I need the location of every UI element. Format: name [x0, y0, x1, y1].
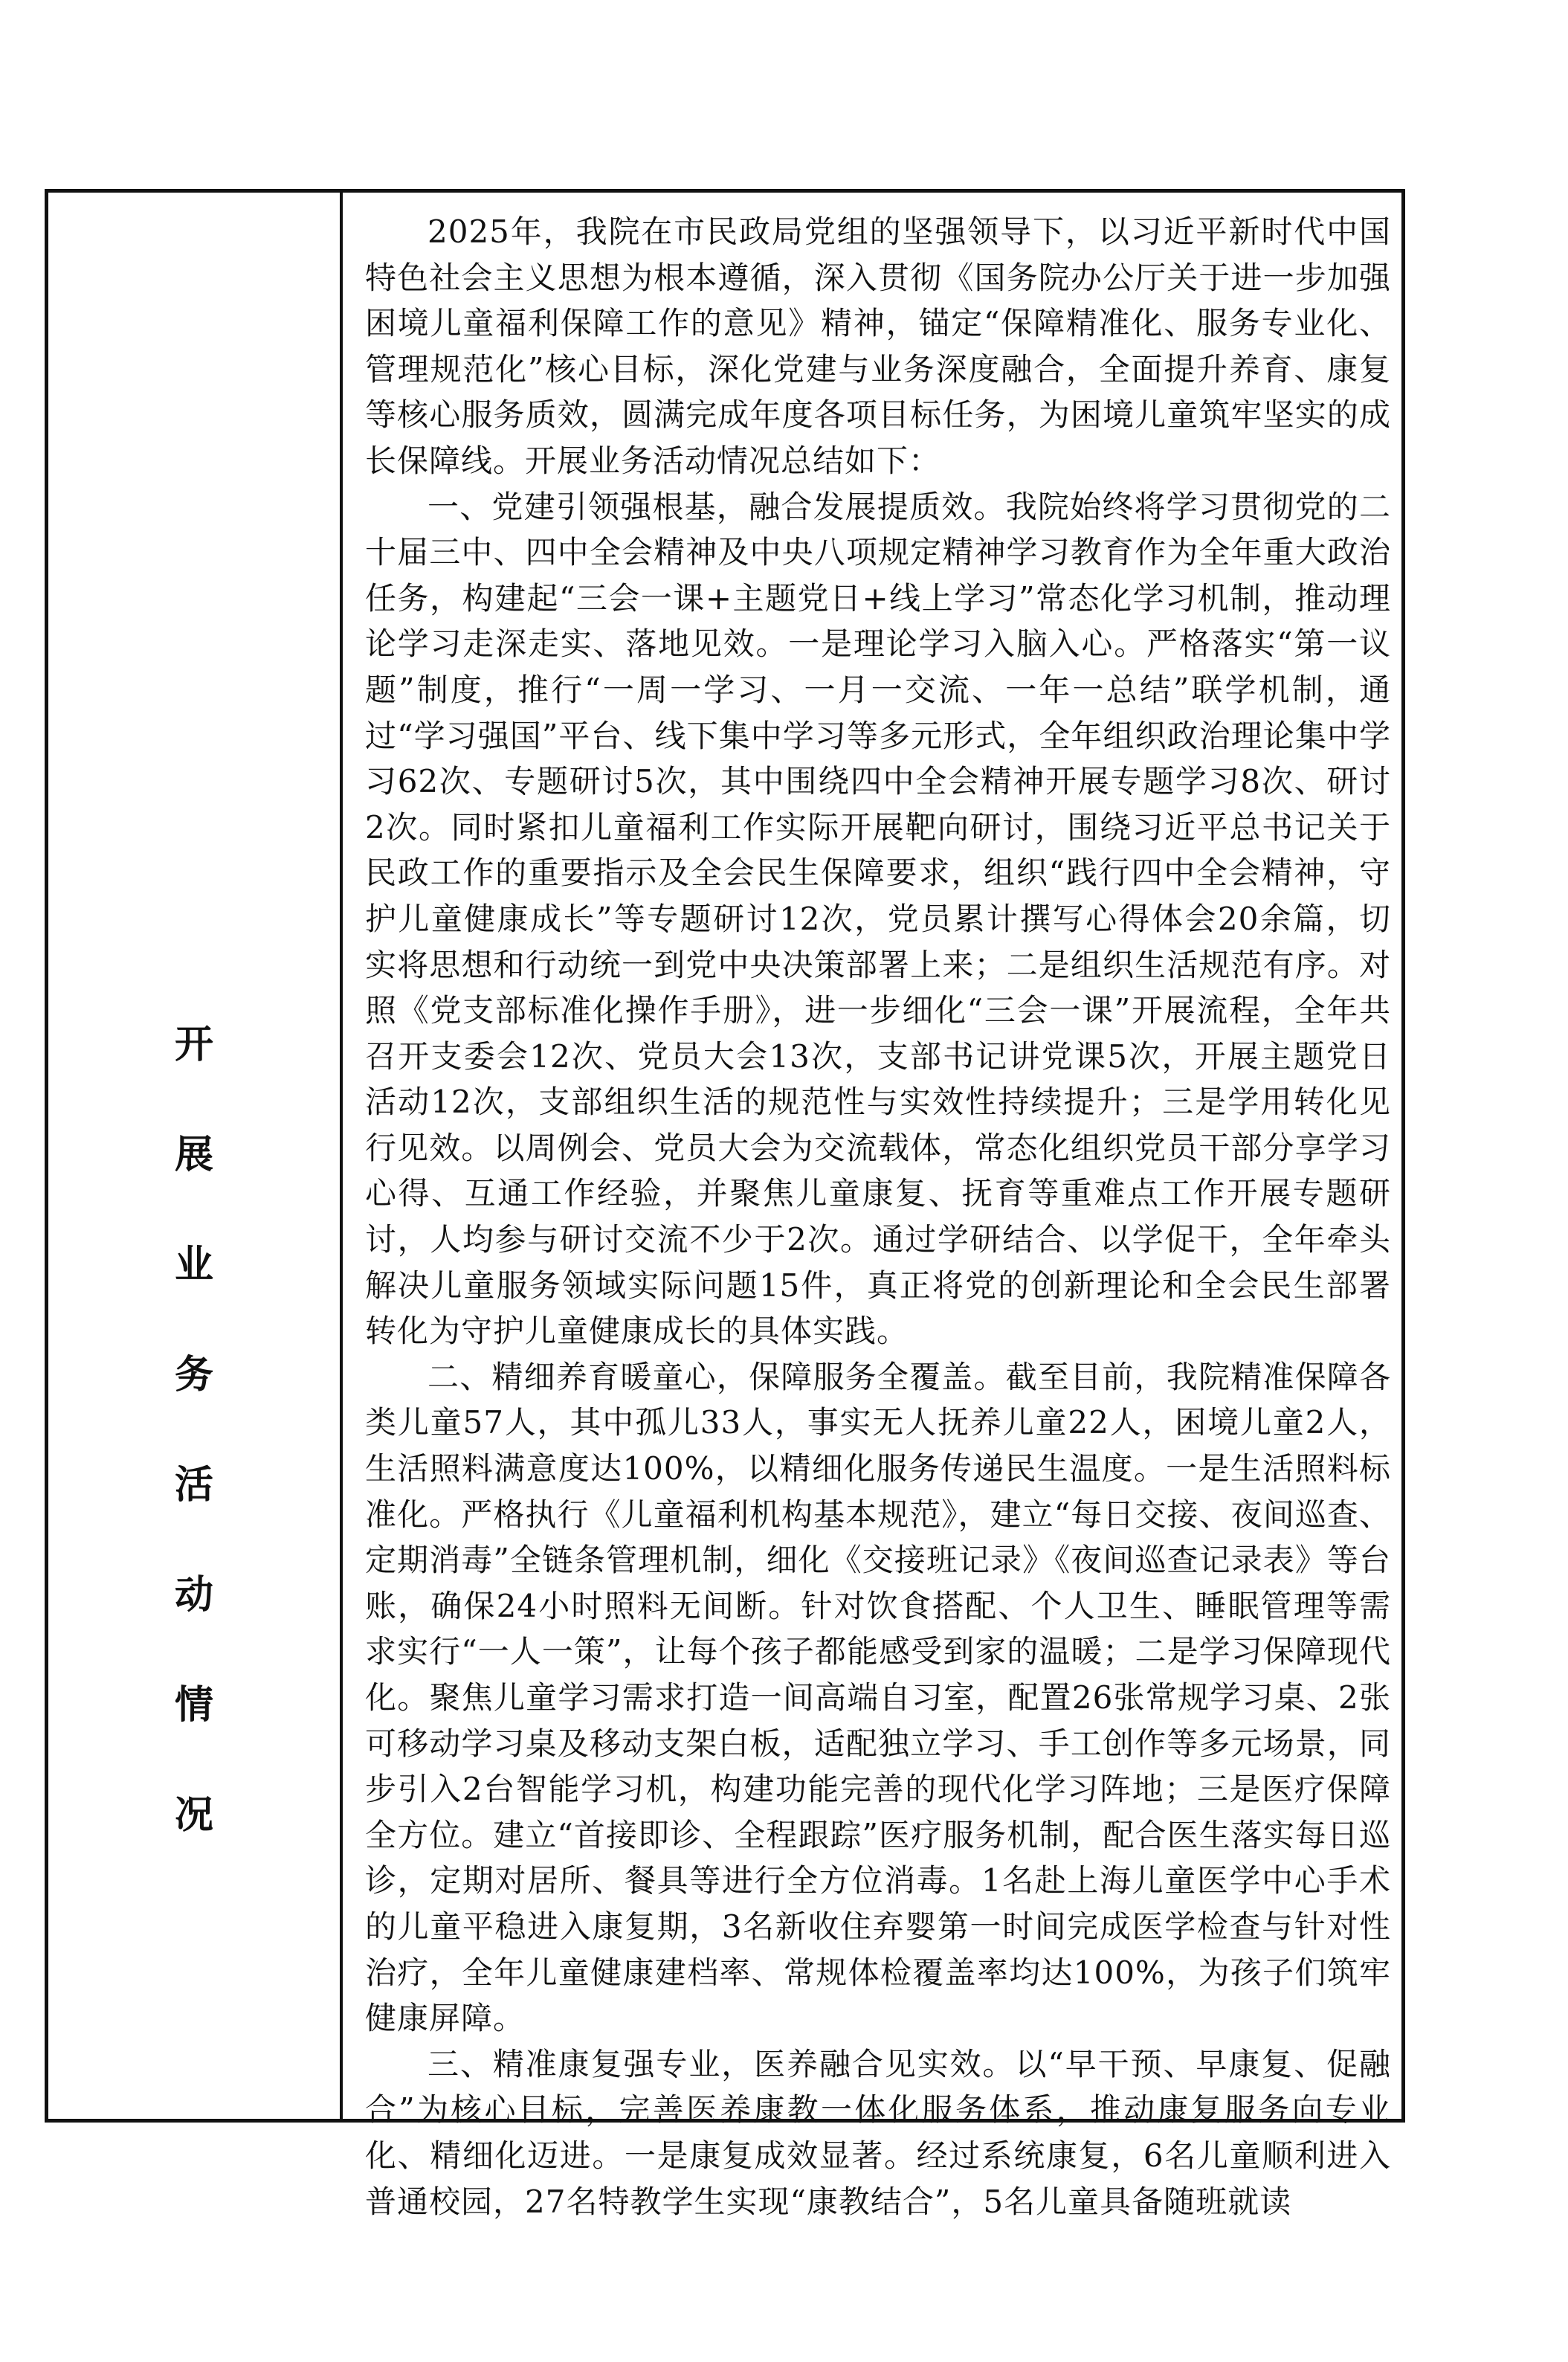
section-label-char: 业: [174, 1242, 213, 1287]
section-label-char: 况: [174, 1792, 213, 1838]
section-label-char: 动: [174, 1572, 213, 1618]
rehabilitation-paragraph: 三、精准康复强专业，医养融合见实效。以“早干预、早康复、促融合”为核心目标，完善医养康教一体化服务体系，推动康复服务向专业化、精细化迈进。一是康复成效显著。经过系统康复，6名儿童顺利进入普通校园，27名特教学生实现“康教结合”，5名儿童具备随班就读: [365, 2045, 1391, 2220]
section-label: [48, 1022, 340, 1906]
section-label-char: 务: [174, 1352, 213, 1397]
section-label-char: 开: [174, 1022, 213, 1067]
section-label-cell: [48, 193, 343, 2119]
party-building-paragraph: 一、党建引领强根基，融合发展提质效。我院始终将学习贯彻党的二十届三中、四中全会精神及中央八项规定精神学习教育作为全年重大政治任务，构建起“三会一课+主题党日+线上学习”常态化学习机制，推动理论学习走深走实、落地见效。一是理论学习入脑入心。严格落实“第一议题”制度，推行“一周一学习、一月一交流、一年一总结”联学机制，通过“学习强国”平台、线下集中学习等多元形式，全年组织政治理论集中学习62次、专题研讨5次，其中围绕四中全会精神开展专题学习8次、研讨2次。同时紧扣儿童福利工作实际开展靶向研讨，围绕习近平总书记关于民政工作的重要指示及全会民生保障要求，组织“践行四中全会精神，守护儿童健康成长”等专题研讨12次，党员累计撰写心得体会20余篇，切实将思想和行动统一到党中央决策部署上来；二是组织生活规范有序。对照《党支部标准化操作手册》，进一步细化“三会一课”开展流程，全年共召开支委会12次、党员大会13次，支部书记讲党课5次，开展主题党日活动12次，支部组织生活的规范性与实效性持续提升；三是学用转化见行见效。以周例会、党员大会为交流载体，常态化组织党员干部分享学习心得、互通工作经验，并聚焦儿童康复、抚育等重难点工作开展专题研讨，人均参与研讨交流不少于2次。通过学研结合、以学促干，全年牵头解决儿童服务领域实际问题15件，真正将党的创新理论和全会民生部署转化为守护儿童健康成长的具体实践。: [365, 488, 1391, 1350]
section-label-char: 活: [174, 1462, 213, 1507]
section-label-char: 情: [174, 1682, 213, 1728]
child-care-paragraph: 二、精细养育暖童心，保障服务全覆盖。截至目前，我院精准保障各类儿童57人，其中孤儿33人，事实无人抚养儿童22人，困境儿童2人，生活照料满意度达100%，以精细化服务传递民生温度。一是生活照料标准化。严格执行《儿童福利机构基本规范》，建立“每日交接、夜间巡查、定期消毒”全链条管理机制，细化《交接班记录》《夜间巡查记录表》等台账，确保24小时照料无间断。针对饮食搭配、个人卫生、睡眠管理等需求实行“一人一策”，让每个孩子都能感受到家的温暖；二是学习保障现代化。聚焦儿童学习需求打造一间高端自习室，配置26张常规学习桌、2张可移动学习桌及移动支架白板，适配独立学习、手工创作等多元场景，同步引入2台智能学习机，构建功能完善的现代化学习阵地；三是医疗保障全方位。建立“首接即诊、全程跟踪”医疗服务机制，配合医生落实每日巡诊，定期对居所、餐具等进行全方位消毒。1名赴上海儿童医学中心手术的儿童平稳进入康复期，3名新收住弃婴第一时间完成医学检查与针对性治疗，全年儿童健康建档率、常规体检覆盖率均达100%，为孩子们筑牢健康屏障。: [365, 1358, 1391, 2037]
section-label-char: 展: [174, 1132, 213, 1177]
content-cell: [343, 193, 1401, 2220]
intro-paragraph: 2025年，我院在市民政局党组的坚强领导下，以习近平新时代中国特色社会主义思想为根本遵循，深入贯彻《国务院办公厅关于进一步加强困境儿童福利保障工作的意见》精神，锚定“保障精准化、服务专业化、管理规范化”核心目标，深化党建与业务深度融合，全面提升养育、康复等核心服务质效，圆满完成年度各项目标任务，为困境儿童筑牢坚实的成长保障线。开展业务活动情况总结如下：: [365, 213, 1391, 479]
form-table: [45, 189, 1405, 2220]
